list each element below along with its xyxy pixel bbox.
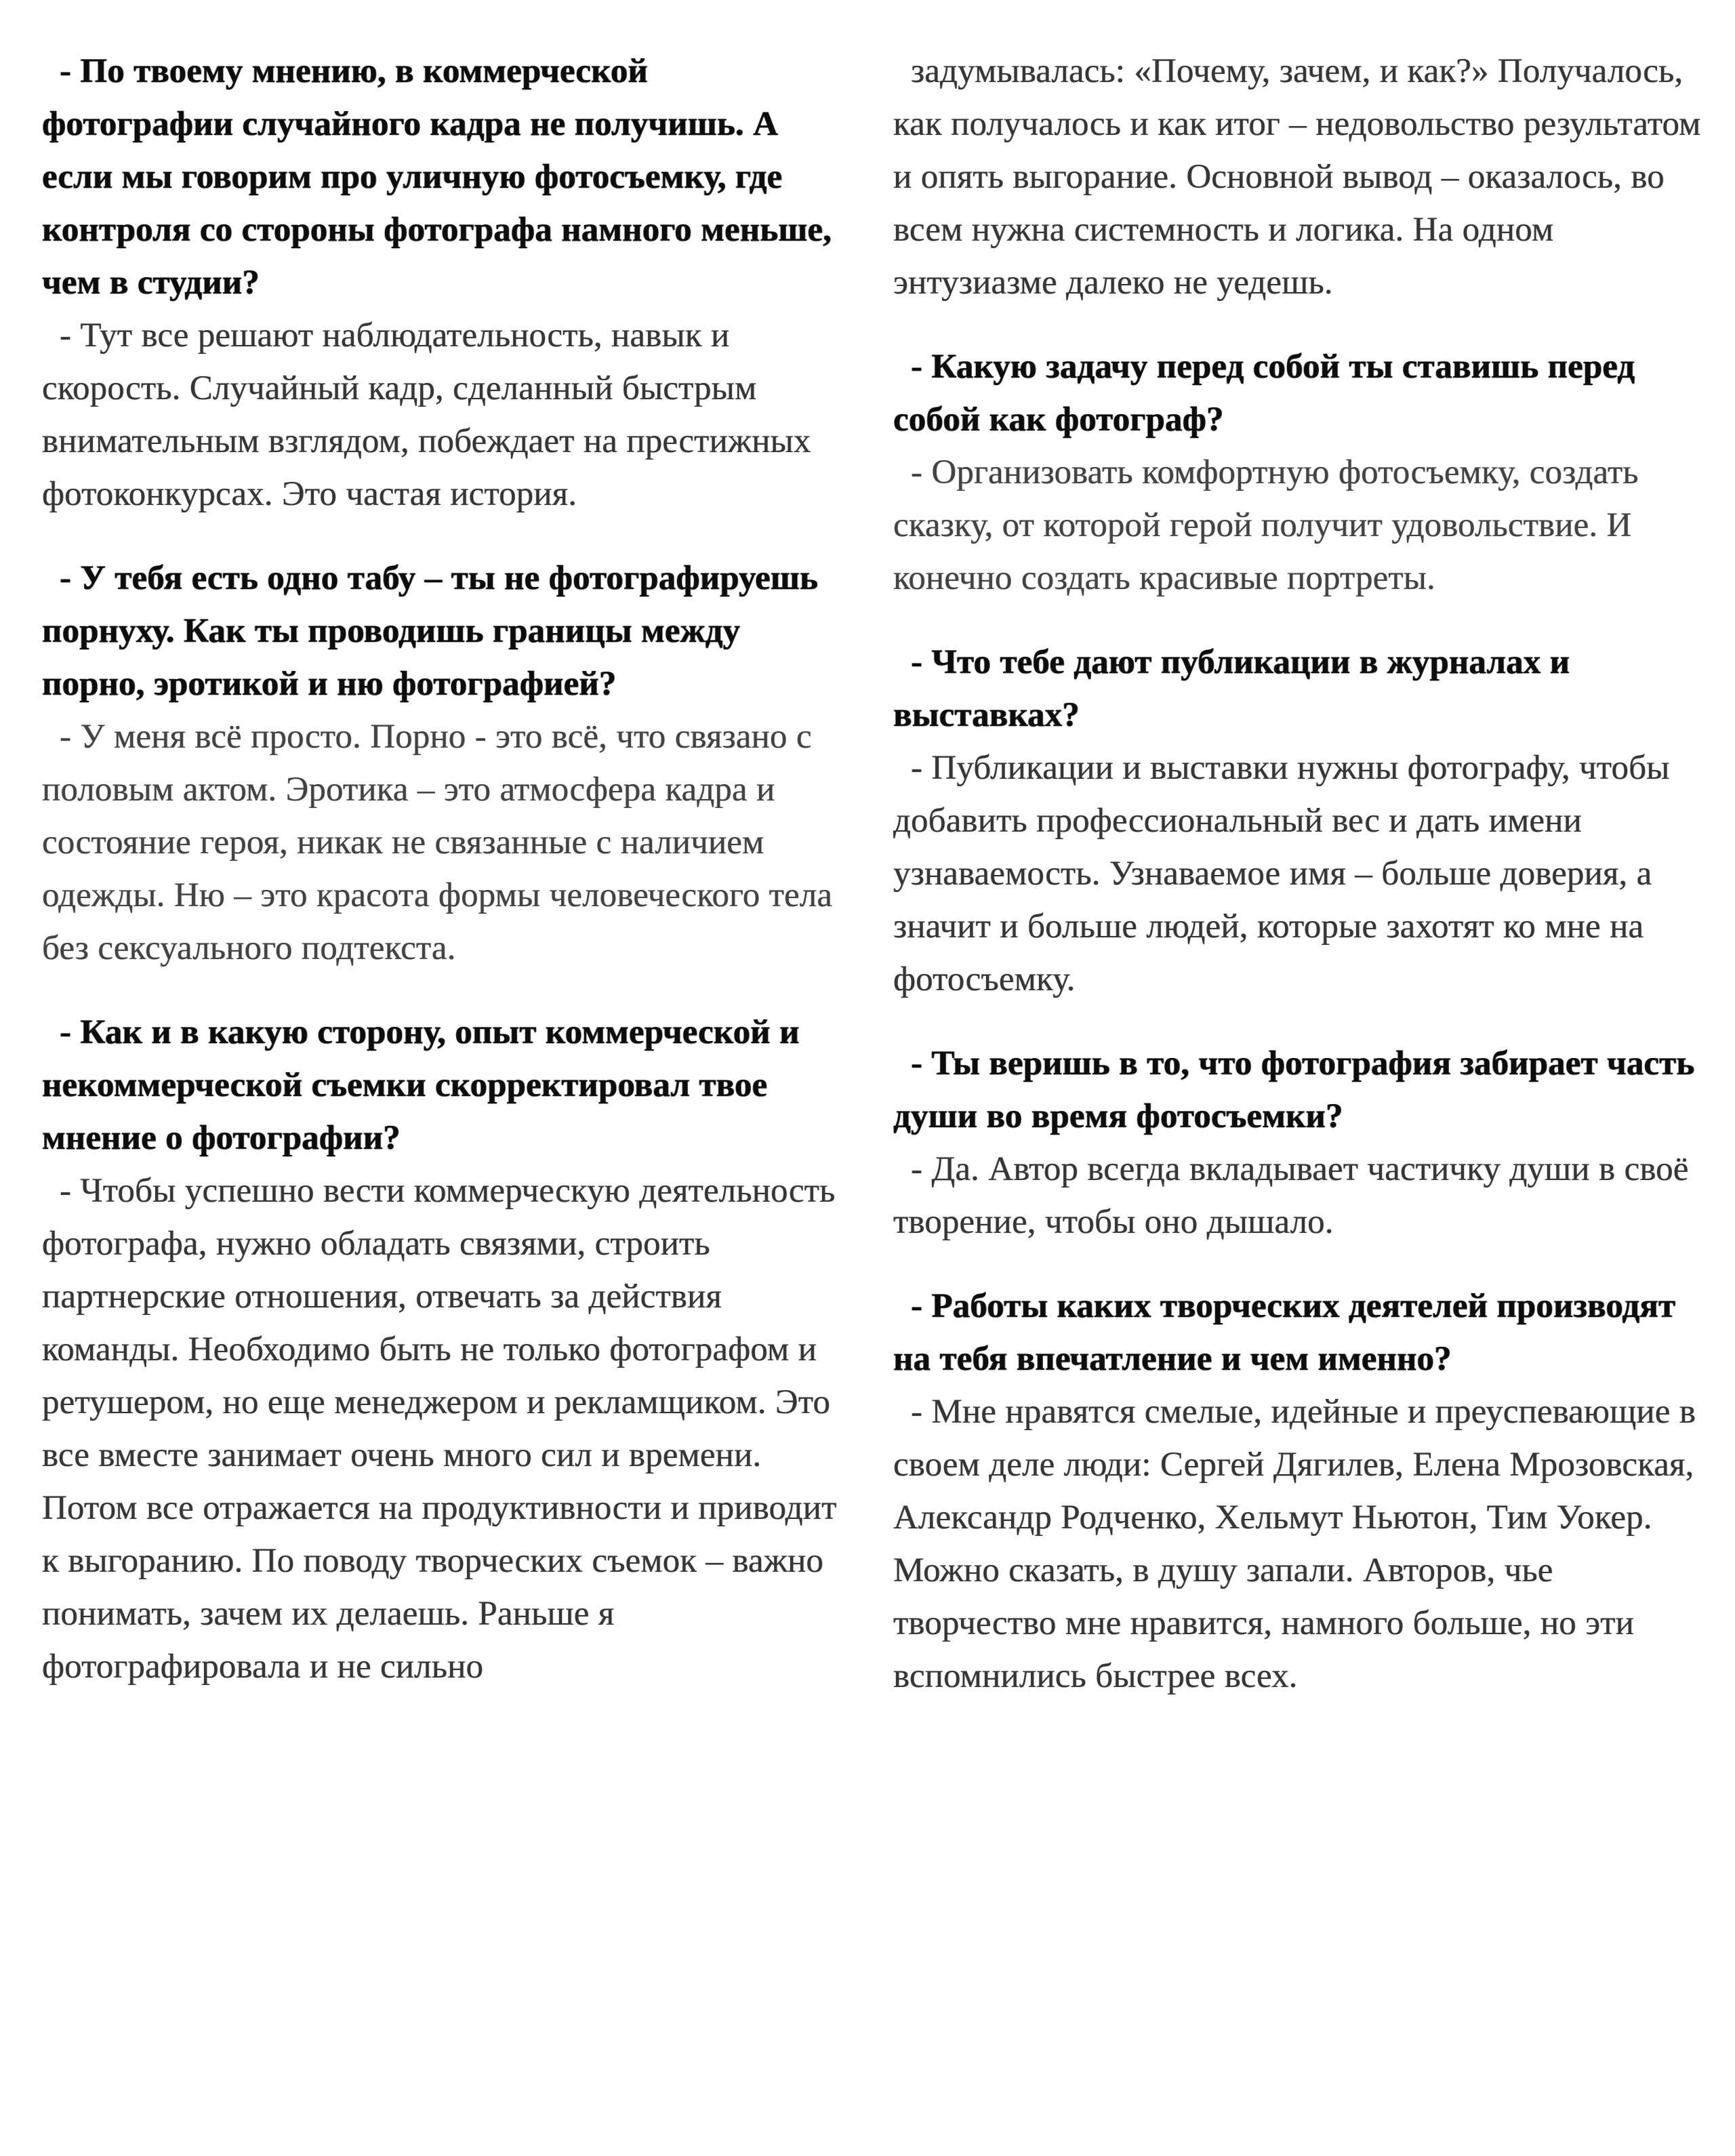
qa-block [893,446,1701,605]
two-column-body [42,45,1701,2112]
interview-answer: - Публикации и выставки нужны фотографу, чтобы добавить профессиональный вес и дать имени узнаваемость. Узнаваемое имя – больше доверия, а значит и больше людей, которые захотят ко мне на фотосъемку. [893,749,1670,998]
interview-question: - Ты веришь в то, что фотография забирает часть души во время фотосъемки? [893,1044,1695,1135]
left-column [42,45,842,1693]
interview-answer: - Мне нравятся смелые, идейные и преуспевающие в своем деле люди: Сергей Дягилев, Елена Мрозовская, Александр Родченко, Хельмут Ньютон, Тим Уокер. Можно сказать, в душу запали. Авторов, чье творчество мне нравится, намного больше, но эти вспомнились быстрее всех. [893,1393,1696,1695]
qa-block [42,45,842,309]
right-column [893,45,1701,1703]
interview-question: - Работы каких творческих деятелей производят на тебя впечатление и чем именно? [893,1287,1676,1378]
interview-answer: - Тут все решают наблюдательность, навык и скорость. Случайный кадр, сделанный быстрым внимательным взглядом, побеждает на престижных фотоконкурсах. Это частая история. [42,317,811,513]
qa-block [893,636,1701,741]
qa-block [893,1037,1701,1143]
qa-block [42,710,842,975]
interview-question: - По твоему мнению, в коммерческой фотографии случайного кадра не получишь. А если мы говорим про уличную фотосъемку, где контроля со стороны фотографа намного меньше, чем в студии? [42,52,832,302]
qa-block [893,1280,1701,1385]
qa-block [42,1164,842,1693]
qa-block [893,45,1701,309]
qa-block [42,552,842,710]
interview-answer: - Организовать комфортную фотосъемку, создать сказку, от которой герой получит удовольствие. И конечно создать красивые портреты. [893,453,1639,597]
interview-question: - Как и в какую сторону, опыт коммерческой и некоммерческой съемки скорректировал твое мнение о фотографии? [42,1013,800,1157]
qa-block [42,1006,842,1164]
qa-block [893,1385,1701,1703]
qa-block [893,1143,1701,1248]
interview-question: - Какую задачу перед собой ты ставишь перед собой как фотограф? [893,348,1635,439]
qa-block [893,741,1701,1006]
interview-question: - Что тебе дают публикации в журналах и выставках? [893,643,1570,734]
qa-block [893,340,1701,446]
interview-answer: - Да. Автор всегда вкладывает частичку души в своё творение, чтобы оно дышало. [893,1150,1689,1241]
interview-answer: - У меня всё просто. Порно - это всё, что связано с половым актом. Эротика – это атмосфера кадра и состояние героя, никак не связанные с наличием одежды. Ню – это красота формы человеческого тела без сексуального подтекста. [42,718,833,967]
interview-answer: - Чтобы успешно вести коммерческую деятельность фотографа, нужно обладать связями, строить партнерские отношения, отвечать за действия команды. Необходимо быть не только фотографом и ретушером, но еще менеджером и рекламщиком. Это все вместе занимает очень много сил и времени. Потом все отражается на продуктивности и приводит к выгоранию. По поводу творческих съемок – важно понимать, зачем их делаешь. Раньше я фотографировала и не сильно [42,1172,837,1686]
interview-question: - У тебя есть одно табу – ты не фотографируешь порнуху. Как ты проводишь границы между порно, эротикой и ню фотографией? [42,559,818,703]
qa-block [42,309,842,521]
interview-answer-continued: задумывалась: «Почему, зачем, и как?» Получалось, как получалось и как итог – недовольство результатом и опять выгорание. Основной вывод – оказалось, во всем нужна системность и логика. На одном энтузиазме далеко не уедешь. [893,52,1701,302]
